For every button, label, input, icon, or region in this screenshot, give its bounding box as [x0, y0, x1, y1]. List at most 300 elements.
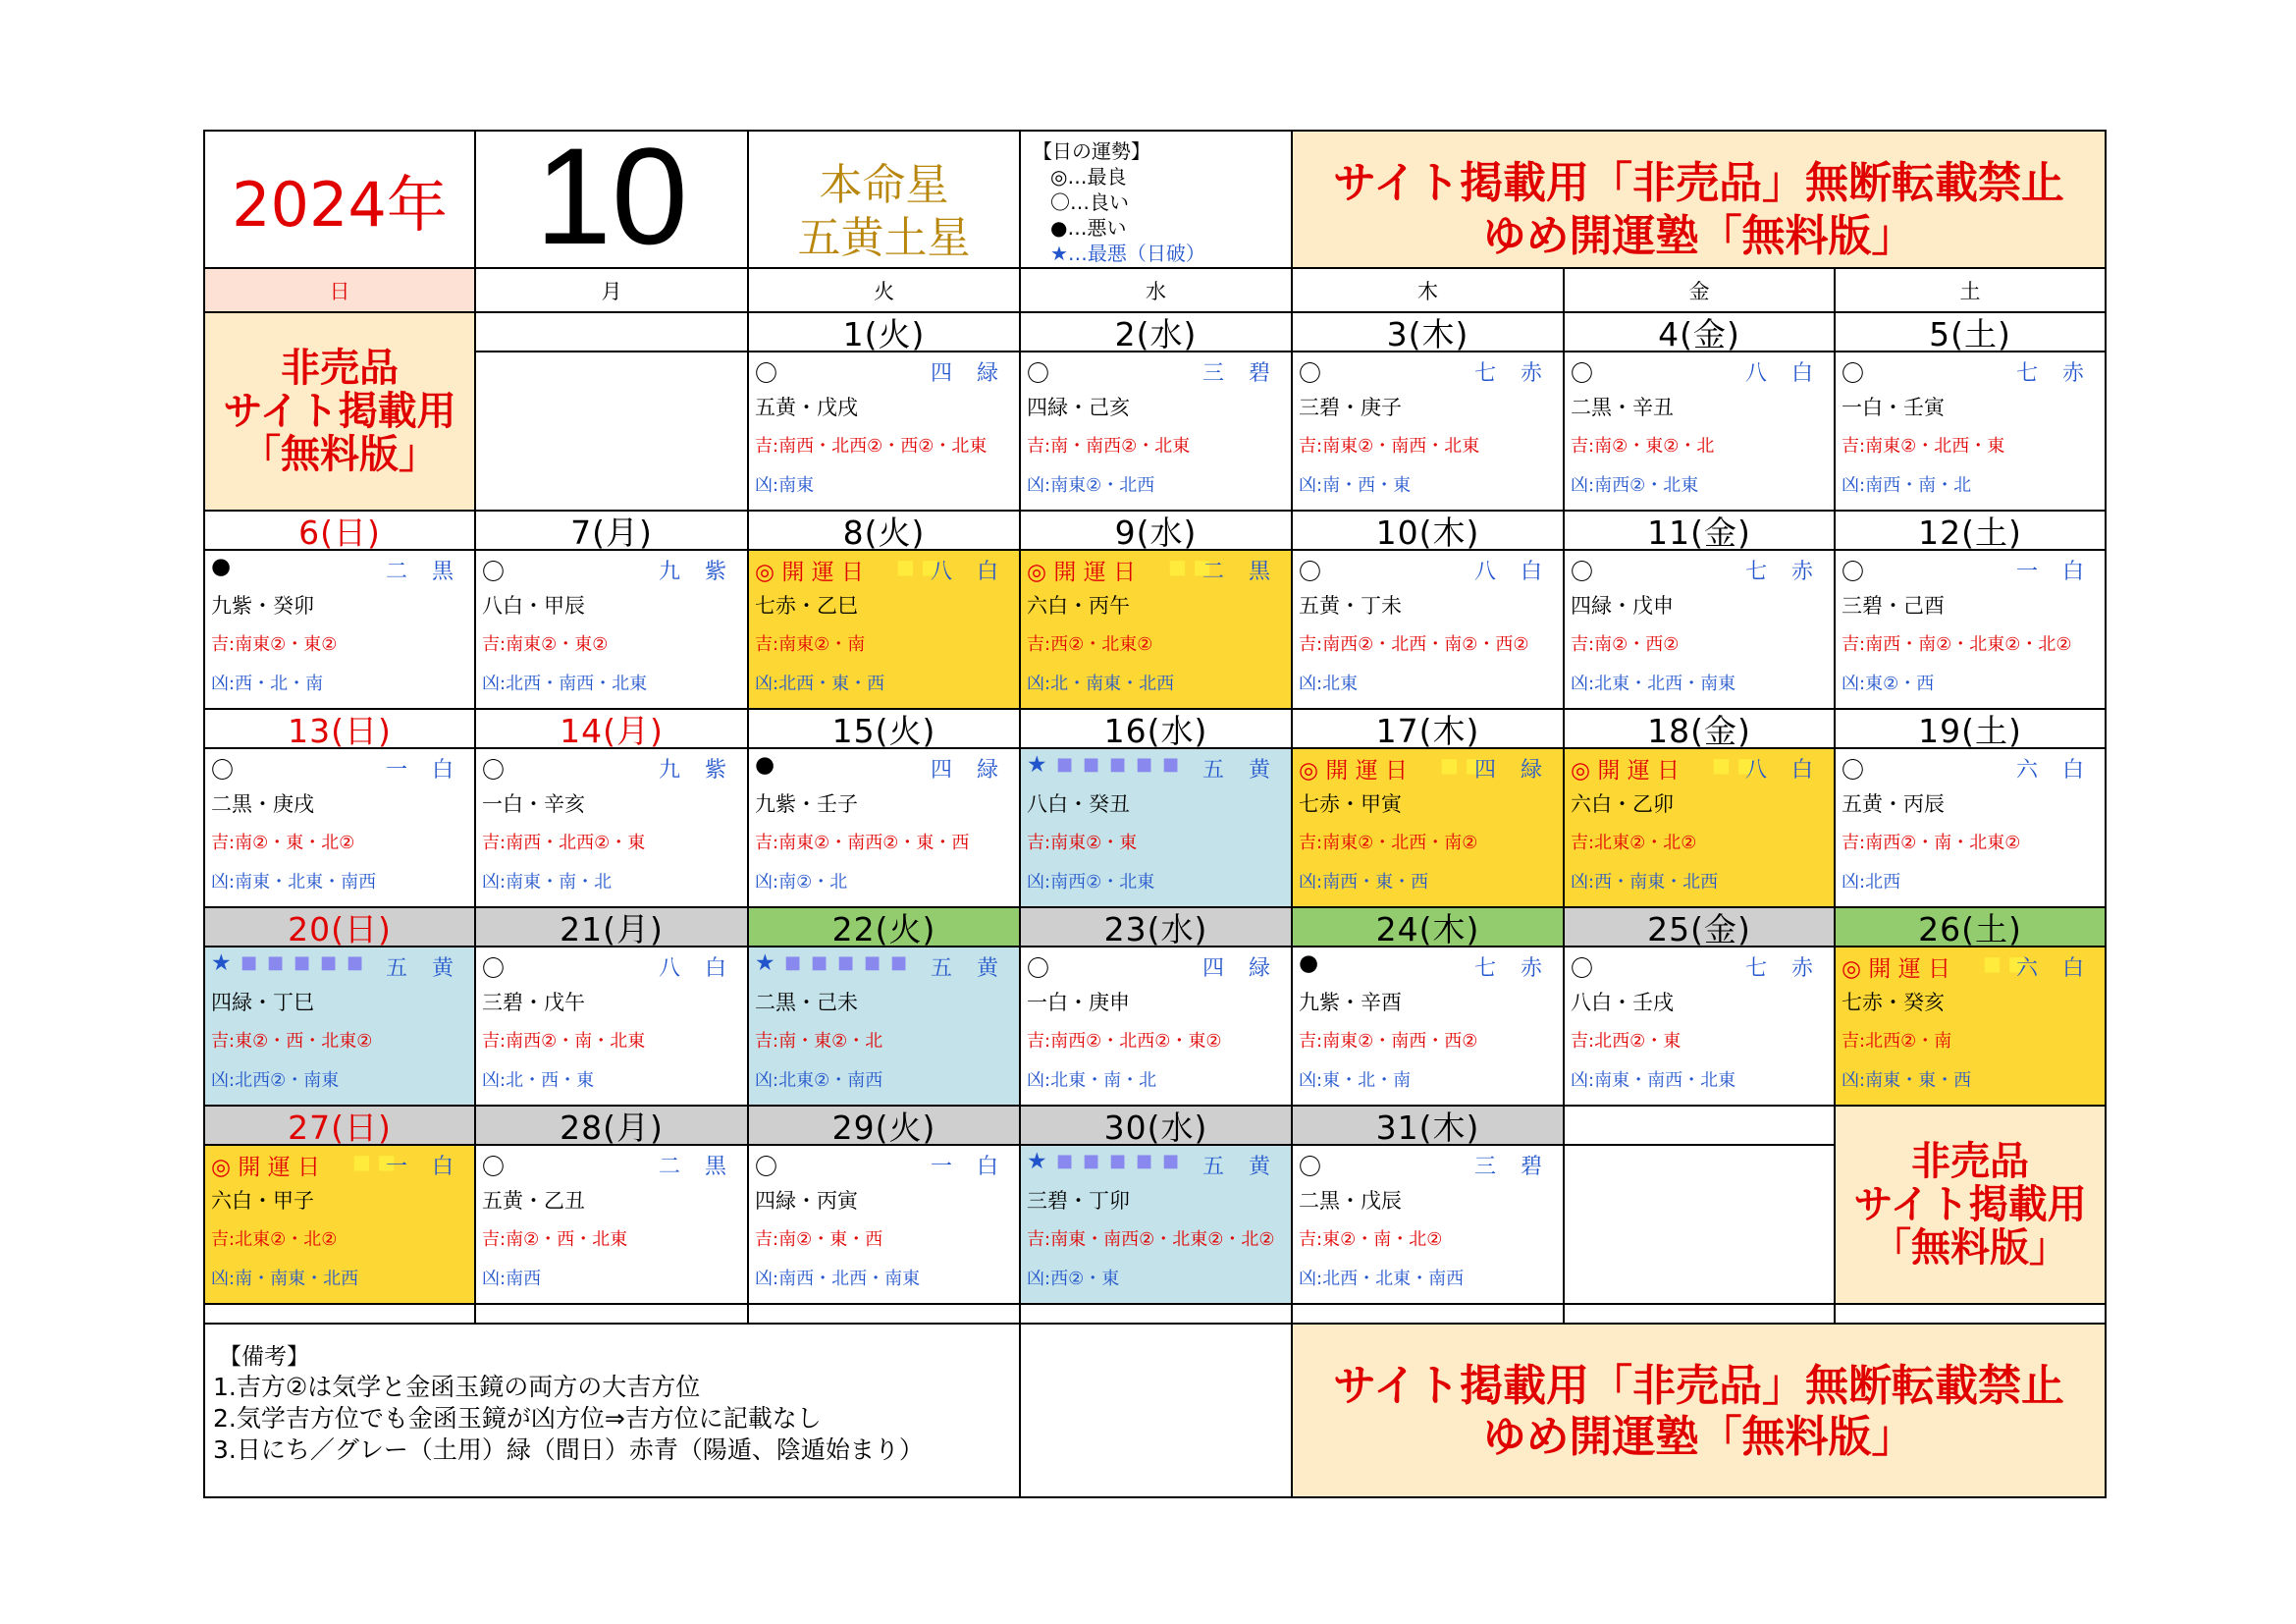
side-notice-bottom — [1834, 1105, 2107, 1305]
notice-top-line2: ゆめ開運塾「無料版」 — [1482, 211, 1915, 261]
unlucky-directions: 凶:北・南東・北西 — [1027, 674, 1175, 694]
day-label-cell — [203, 1105, 476, 1146]
day-ganzhi: 七赤・甲寅 — [1299, 792, 1402, 816]
day-ganzhi: 二黒・庚戌 — [211, 792, 314, 816]
unlucky-directions: 凶:北西②・南東 — [211, 1070, 340, 1091]
day-number: 13(日) — [288, 711, 392, 749]
day-number: 12(土) — [1918, 513, 2022, 551]
day-number: 6(日) — [298, 513, 381, 551]
day-ganzhi: 一白・辛亥 — [482, 792, 585, 816]
day-star: 五 黄 — [931, 956, 1007, 981]
legend-worst: ★…最悪（日破） — [1050, 242, 1205, 265]
lucky-directions: 吉:南西②・南・北東② — [1842, 833, 2021, 853]
unlucky-directions: 凶:南東②・北西 — [1027, 475, 1155, 496]
fortune-mark: 〇 — [1299, 361, 1321, 387]
fortune-mark: 〇 — [1027, 361, 1049, 387]
legend-bad: ●…悪い — [1050, 216, 1127, 240]
unlucky-directions: 凶:北西・南西・北東 — [482, 674, 648, 694]
day-star: 七 赤 — [1745, 956, 1822, 981]
weekday-2 — [747, 267, 1021, 313]
day-star: 五 黄 — [1202, 1155, 1279, 1179]
calendar — [204, 131, 2106, 1497]
day-star: 七 赤 — [1474, 956, 1551, 981]
empty-label — [1563, 1105, 1836, 1146]
lucky-directions: 吉:南東②・南 — [755, 634, 866, 655]
day-ganzhi: 六白・乙卯 — [1571, 792, 1674, 816]
lucky-directions: 吉:南東②・東② — [211, 634, 338, 655]
day-star: 一 白 — [2016, 560, 2093, 584]
side-notice-text — [1836, 1107, 2105, 1303]
day-ganzhi: 九紫・壬子 — [755, 792, 858, 816]
weekday-1 — [474, 267, 749, 313]
lucky-directions: 吉:南東②・南西②・東・西 — [755, 833, 970, 853]
unlucky-directions: 凶:南西・南・北 — [1842, 475, 1972, 496]
day-label-cell — [1834, 708, 2107, 749]
fortune-mark: ◎ 開 運 日 — [1842, 956, 1951, 982]
honmei-cell — [747, 130, 1021, 269]
fortune-mark: 〇 — [1299, 1155, 1321, 1180]
lucky-directions: 吉:南西②・北西・南②・西② — [1299, 634, 1529, 655]
day-label-cell — [1019, 906, 1293, 947]
day-number: 24(木) — [1375, 909, 1480, 947]
day-label-cell — [747, 510, 1021, 551]
lucky-directions: 吉:南西②・南・北東 — [482, 1031, 646, 1052]
side-notice-top — [203, 311, 476, 512]
day-star: 四 緑 — [931, 361, 1007, 386]
fortune-mark: 〇 — [755, 361, 777, 387]
day-cell — [1019, 351, 1293, 512]
day-number: 30(水) — [1103, 1108, 1208, 1146]
unlucky-directions: 凶:南東・東・西 — [1842, 1070, 1972, 1091]
day-label-cell — [1834, 510, 2107, 551]
day-star: 九 紫 — [659, 560, 735, 584]
fortune-mark: ★ — [211, 950, 232, 976]
day-ganzhi: 四緑・丁巳 — [211, 991, 314, 1014]
year-cell — [203, 130, 476, 269]
day-star: 八 白 — [1745, 361, 1822, 386]
fortune-mark: ● — [211, 554, 232, 579]
day-cell — [747, 549, 1021, 710]
day-label-cell — [1291, 708, 1565, 749]
day-ganzhi: 五黄・丙辰 — [1842, 792, 1945, 816]
day-star: 八 白 — [931, 560, 1007, 584]
unlucky-directions: 凶:東②・西 — [1842, 674, 1935, 694]
unlucky-directions: 凶:北・西・東 — [482, 1070, 595, 1091]
day-label-cell — [203, 510, 476, 551]
day-ganzhi: 五黄・乙丑 — [482, 1189, 585, 1213]
day-ganzhi: 四緑・己亥 — [1027, 396, 1130, 419]
notice-cell-bottom — [1291, 1323, 2107, 1498]
day-label-cell — [1291, 1105, 1565, 1146]
weekday-5 — [1563, 267, 1836, 313]
day-label-cell — [1019, 1105, 1293, 1146]
lucky-directions: 吉:南②・東・北② — [211, 833, 355, 853]
lucky-directions: 吉:南西・北西②・西②・北東 — [755, 436, 988, 457]
unlucky-directions: 凶:北西・東・西 — [755, 674, 885, 694]
weekday-4 — [1291, 267, 1565, 313]
decor-squares: ■ ■ — [1168, 555, 1212, 578]
day-ganzhi: 三碧・庚子 — [1299, 396, 1402, 419]
day-number: 21(月) — [560, 909, 664, 947]
side-notice-line1: 非売品 — [1911, 1139, 2029, 1184]
day-number: 18(金) — [1647, 711, 1751, 749]
day-star: 六 白 — [2016, 758, 2093, 783]
notes-line3: 3.日にち／グレー（土用）緑（間日）赤青（陽遁、陰遁始まり） — [213, 1435, 924, 1464]
day-label-cell — [474, 708, 749, 749]
fortune-mark: ◎ 開 運 日 — [1299, 758, 1409, 784]
day-ganzhi: 五黄・戊戌 — [755, 396, 858, 419]
spacer-cell — [1019, 1303, 1293, 1325]
day-number: 28(月) — [560, 1108, 664, 1146]
day-star: 八 白 — [1474, 560, 1551, 584]
day-ganzhi: 三碧・丁卯 — [1027, 1189, 1130, 1213]
day-ganzhi: 三碧・戊午 — [482, 991, 585, 1014]
day-label-cell — [474, 1105, 749, 1146]
unlucky-directions: 凶:北西 — [1842, 872, 1901, 893]
lucky-directions: 吉:南東②・南西・北東 — [1299, 436, 1480, 457]
day-cell — [1834, 946, 2107, 1107]
day-label-cell — [747, 708, 1021, 749]
day-label-cell — [474, 906, 749, 947]
spacer-cell — [474, 1303, 749, 1325]
lucky-directions: 吉:南・南西②・北東 — [1027, 436, 1191, 457]
lucky-directions: 吉:南②・東②・北 — [1571, 436, 1715, 457]
unlucky-directions: 凶:北西・北東・南西 — [1299, 1269, 1465, 1289]
day-label-cell — [1291, 311, 1565, 352]
day-cell — [1019, 1144, 1293, 1305]
day-cell — [1291, 946, 1565, 1107]
day-ganzhi: 二黒・戊辰 — [1299, 1189, 1402, 1213]
lucky-directions: 吉:南②・西・北東 — [482, 1229, 628, 1250]
day-cell — [747, 1144, 1021, 1305]
day-number: 5(土) — [1929, 314, 2011, 352]
unlucky-directions: 凶:南西②・北東 — [1571, 475, 1699, 496]
lucky-directions: 吉:南西・北西②・東 — [482, 833, 646, 853]
unlucky-directions: 凶:東・北・南 — [1299, 1070, 1412, 1091]
day-label-cell — [1291, 510, 1565, 551]
weekday-label: 日 — [329, 279, 350, 303]
day-number: 11(金) — [1647, 513, 1751, 551]
side-notice-line2: サイト掲載用 — [1853, 1182, 2087, 1227]
day-cell — [1019, 747, 1293, 908]
lucky-directions: 吉:南東②・北西・東 — [1842, 436, 2005, 457]
day-ganzhi: 九紫・癸卯 — [211, 594, 314, 618]
day-label-cell — [1563, 906, 1836, 947]
day-number: 4(金) — [1658, 314, 1740, 352]
fortune-mark: 〇 — [482, 956, 505, 982]
decor-squares: ■■■■■ — [240, 952, 374, 973]
unlucky-directions: 凶:西・北・南 — [211, 674, 324, 694]
day-star: 八 白 — [659, 956, 735, 981]
day-ganzhi: 八白・癸丑 — [1027, 792, 1130, 816]
day-cell — [203, 747, 476, 908]
day-star: 七 赤 — [1474, 361, 1551, 386]
unlucky-directions: 凶:南西・北西・南東 — [755, 1269, 921, 1289]
side-notice-line2: サイト掲載用 — [223, 389, 456, 434]
fortune-mark: ★ — [755, 950, 775, 976]
day-number: 9(水) — [1114, 513, 1198, 551]
spacer-cell — [1834, 1303, 2107, 1325]
day-number: 14(月) — [560, 711, 664, 749]
day-star: 七 赤 — [2016, 361, 2093, 386]
lucky-directions: 吉:西②・北東② — [1027, 634, 1153, 655]
day-ganzhi: 四緑・戊申 — [1571, 594, 1674, 618]
weekday-0 — [203, 267, 476, 313]
day-ganzhi: 五黄・丁未 — [1299, 594, 1402, 618]
day-number: 22(火) — [831, 909, 936, 947]
day-number: 17(木) — [1375, 711, 1480, 749]
day-cell — [1019, 946, 1293, 1107]
decor-squares: ■ ■ — [1440, 753, 1484, 777]
lucky-directions: 吉:東②・西・北東② — [211, 1031, 373, 1052]
day-cell — [1834, 351, 2107, 512]
day-ganzhi: 四緑・丙寅 — [755, 1189, 858, 1213]
legend-good: 〇…良い — [1050, 190, 1129, 214]
unlucky-directions: 凶:南・西・東 — [1299, 475, 1412, 496]
fortune-mark: 〇 — [1299, 560, 1321, 585]
day-label-cell — [1019, 708, 1293, 749]
fortune-mark: ◎ 開 運 日 — [755, 560, 865, 585]
day-label-cell — [203, 906, 476, 947]
day-star: 一 白 — [386, 758, 462, 783]
day-label-cell — [1019, 510, 1293, 551]
notes-line1: 1.吉方②は気学と金函玉鏡の両方の大吉方位 — [213, 1373, 701, 1401]
lucky-directions: 吉:南②・西② — [1571, 634, 1680, 655]
day-label-cell — [747, 311, 1021, 352]
day-cell — [203, 946, 476, 1107]
fortune-mark: 〇 — [755, 1155, 777, 1180]
day-cell — [1834, 549, 2107, 710]
day-label-cell — [203, 708, 476, 749]
day-star: 五 黄 — [386, 956, 462, 981]
notes-line2: 2.気学吉方位でも金函玉鏡が凶方位⇒吉方位に記載なし — [213, 1404, 822, 1433]
day-cell — [474, 549, 749, 710]
day-cell — [1291, 549, 1565, 710]
fortune-mark: 〇 — [482, 560, 505, 585]
unlucky-directions: 凶:北東・南・北 — [1027, 1070, 1157, 1091]
fortune-mark: ◎ 開 運 日 — [1027, 560, 1137, 585]
day-number: 29(火) — [831, 1108, 936, 1146]
lucky-directions: 吉:南東②・南西・西② — [1299, 1031, 1478, 1052]
day-star: 五 黄 — [1202, 758, 1279, 783]
day-cell — [203, 1144, 476, 1305]
legend-best: ◎…最良 — [1050, 165, 1127, 189]
day-cell — [747, 946, 1021, 1107]
notes-title: 【備考】 — [219, 1344, 309, 1370]
unlucky-directions: 凶:西・南東・北西 — [1571, 872, 1719, 893]
empty-body — [1563, 1144, 1836, 1305]
lucky-directions: 吉:南西②・北西②・東② — [1027, 1031, 1222, 1052]
day-ganzhi: 二黒・辛丑 — [1571, 396, 1674, 419]
month-number: 10 — [535, 130, 688, 269]
fortune-mark: 〇 — [1571, 956, 1593, 982]
day-star: 二 黒 — [1202, 560, 1279, 584]
day-cell — [747, 747, 1021, 908]
side-notice-line3: 「無料版」 — [241, 432, 438, 477]
unlucky-directions: 凶:北東 — [1299, 674, 1359, 694]
day-number: 25(金) — [1647, 909, 1751, 947]
fortune-mark: 〇 — [211, 758, 234, 784]
day-cell — [474, 946, 749, 1107]
decor-squares: ■ ■ — [1712, 753, 1756, 777]
side-notice-line1: 非売品 — [281, 346, 399, 391]
lucky-directions: 吉:北東②・北② — [211, 1229, 338, 1250]
day-label-cell — [1563, 708, 1836, 749]
day-cell — [747, 351, 1021, 512]
day-ganzhi: 六白・甲子 — [211, 1189, 314, 1213]
unlucky-directions: 凶:南東・北東・南西 — [211, 872, 377, 893]
lucky-directions: 吉:南東②・東② — [482, 634, 609, 655]
month-cell — [474, 130, 749, 269]
fortune-mark: 〇 — [1571, 361, 1593, 387]
spacer-cell — [747, 1303, 1021, 1325]
day-star: 三 碧 — [1202, 361, 1279, 386]
day-cell — [1563, 549, 1836, 710]
day-cell — [1563, 747, 1836, 908]
notice-cell-top — [1291, 130, 2107, 269]
lucky-directions: 吉:北東②・北② — [1571, 833, 1697, 853]
day-ganzhi: 七赤・癸亥 — [1842, 991, 1945, 1014]
weekday-label: 土 — [1959, 279, 1981, 303]
lucky-directions: 吉:南東②・北西・南② — [1299, 833, 1478, 853]
day-star: 九 紫 — [659, 758, 735, 783]
day-number: 10(木) — [1375, 513, 1480, 551]
decor-squares: ■ ■ — [352, 1150, 397, 1173]
fortune-mark: 〇 — [1027, 956, 1049, 982]
notes-empty — [1019, 1323, 1293, 1498]
weekday-3 — [1019, 267, 1293, 313]
day-star: 二 黒 — [386, 560, 462, 584]
spacer-cell — [1291, 1303, 1565, 1325]
day-star: 四 緑 — [1474, 758, 1551, 783]
day-star: 三 碧 — [1474, 1155, 1551, 1179]
year-label: 2024年 — [232, 168, 448, 241]
fortune-mark: ★ — [1027, 752, 1047, 778]
unlucky-directions: 凶:北東②・南西 — [755, 1070, 883, 1091]
weekday-label: 木 — [1417, 279, 1438, 303]
lucky-directions: 吉:南東・南西②・北東②・北② — [1027, 1229, 1275, 1250]
day-star: 一 白 — [931, 1155, 1007, 1179]
lucky-directions: 吉:南西・南②・北東②・北② — [1842, 634, 2072, 655]
day-cell — [1834, 747, 2107, 908]
day-label-cell — [474, 510, 749, 551]
unlucky-directions: 凶:北東・北西・南東 — [1571, 674, 1736, 694]
notes-cell — [203, 1323, 1021, 1498]
spacer-cell — [1563, 1303, 1836, 1325]
day-star: 七 赤 — [1745, 560, 1822, 584]
day-cell — [474, 747, 749, 908]
lucky-directions: 吉:南・東②・北 — [755, 1031, 883, 1052]
day-label-cell — [1019, 311, 1293, 352]
lucky-directions: 吉:北西②・東 — [1571, 1031, 1682, 1052]
day-number: 26(土) — [1918, 909, 2022, 947]
day-cell — [1291, 747, 1565, 908]
day-ganzhi: 八白・壬戌 — [1571, 991, 1674, 1014]
weekday-label: 月 — [601, 279, 622, 303]
spacer-cell — [203, 1303, 476, 1325]
day-number: 27(日) — [288, 1108, 392, 1146]
fortune-mark: ◎ 開 運 日 — [211, 1155, 321, 1180]
side-notice-line3: 「無料版」 — [1872, 1225, 2068, 1271]
notice-bottom-line2: ゆめ開運塾「無料版」 — [1482, 1412, 1915, 1462]
empty-label — [474, 311, 749, 352]
day-number: 23(水) — [1103, 909, 1208, 947]
day-label-cell — [1834, 906, 2107, 947]
day-ganzhi: 一白・庚申 — [1027, 991, 1130, 1014]
fortune-mark: 〇 — [1842, 758, 1864, 784]
day-number: 7(月) — [570, 513, 653, 551]
decor-squares: ■■■■■ — [1056, 754, 1190, 775]
legend-cell — [1019, 130, 1293, 269]
weekday-label: 火 — [874, 279, 894, 303]
day-number: 3(木) — [1386, 314, 1469, 352]
day-number: 2(水) — [1114, 314, 1198, 352]
fortune-mark: 〇 — [1842, 560, 1864, 585]
day-cell — [474, 1144, 749, 1305]
decor-squares: ■■■■■ — [784, 952, 918, 973]
day-star: 一 白 — [386, 1155, 462, 1179]
day-cell — [1563, 946, 1836, 1107]
unlucky-directions: 凶:南西・東・西 — [1299, 872, 1429, 893]
fortune-mark: 〇 — [1571, 560, 1593, 585]
day-ganzhi: 一白・壬寅 — [1842, 396, 1945, 419]
day-star: 四 緑 — [1202, 956, 1279, 981]
weekday-label: 金 — [1688, 279, 1710, 303]
fortune-mark: ◎ 開 運 日 — [1571, 758, 1681, 784]
weekday-6 — [1834, 267, 2107, 313]
notice-bottom-line1: サイト掲載用「非売品」無断転載禁止 — [1333, 1361, 2064, 1411]
day-label-cell — [747, 906, 1021, 947]
decor-squares: ■ ■ — [896, 555, 940, 578]
unlucky-directions: 凶:西②・東 — [1027, 1269, 1120, 1289]
honmei-line1: 本命星 — [819, 160, 949, 210]
day-star: 四 緑 — [931, 758, 1007, 783]
lucky-directions: 吉:南東②・東 — [1027, 833, 1138, 853]
unlucky-directions: 凶:南西 — [482, 1269, 542, 1289]
day-ganzhi: 二黒・己未 — [755, 991, 858, 1014]
unlucky-directions: 凶:南東・南・北 — [482, 872, 613, 893]
decor-squares: ■■■■■ — [1056, 1151, 1190, 1171]
fortune-mark: 〇 — [482, 758, 505, 784]
day-label-cell — [1563, 311, 1836, 352]
day-label-cell — [747, 1105, 1021, 1146]
day-number: 31(木) — [1375, 1108, 1480, 1146]
day-star: 二 黒 — [659, 1155, 735, 1179]
notice-top-line1: サイト掲載用「非売品」無断転載禁止 — [1333, 158, 2064, 208]
unlucky-directions: 凶:南東・南西・北東 — [1571, 1070, 1736, 1091]
fortune-mark: ● — [1299, 950, 1319, 976]
day-number: 1(火) — [842, 314, 926, 352]
unlucky-directions: 凶:南西②・北東 — [1027, 872, 1155, 893]
legend-title: 【日の運勢】 — [1033, 139, 1150, 163]
day-number: 20(日) — [288, 909, 392, 947]
day-cell — [1019, 549, 1293, 710]
day-cell — [1291, 1144, 1565, 1305]
day-ganzhi: 六白・丙午 — [1027, 594, 1130, 618]
day-ganzhi: 八白・甲辰 — [482, 594, 585, 618]
fortune-mark: ● — [755, 752, 775, 778]
day-ganzhi: 七赤・乙巳 — [755, 594, 858, 618]
honmei-line2: 五黄土星 — [797, 213, 971, 263]
unlucky-directions: 凶:南②・北 — [755, 872, 848, 893]
day-cell — [1563, 351, 1836, 512]
day-label-cell — [1291, 906, 1565, 947]
fortune-mark: 〇 — [482, 1155, 505, 1180]
day-star: 八 白 — [1745, 758, 1822, 783]
day-ganzhi: 三碧・己酉 — [1842, 594, 1945, 618]
unlucky-directions: 凶:南・南東・北西 — [211, 1269, 359, 1289]
day-label-cell — [1834, 311, 2107, 352]
